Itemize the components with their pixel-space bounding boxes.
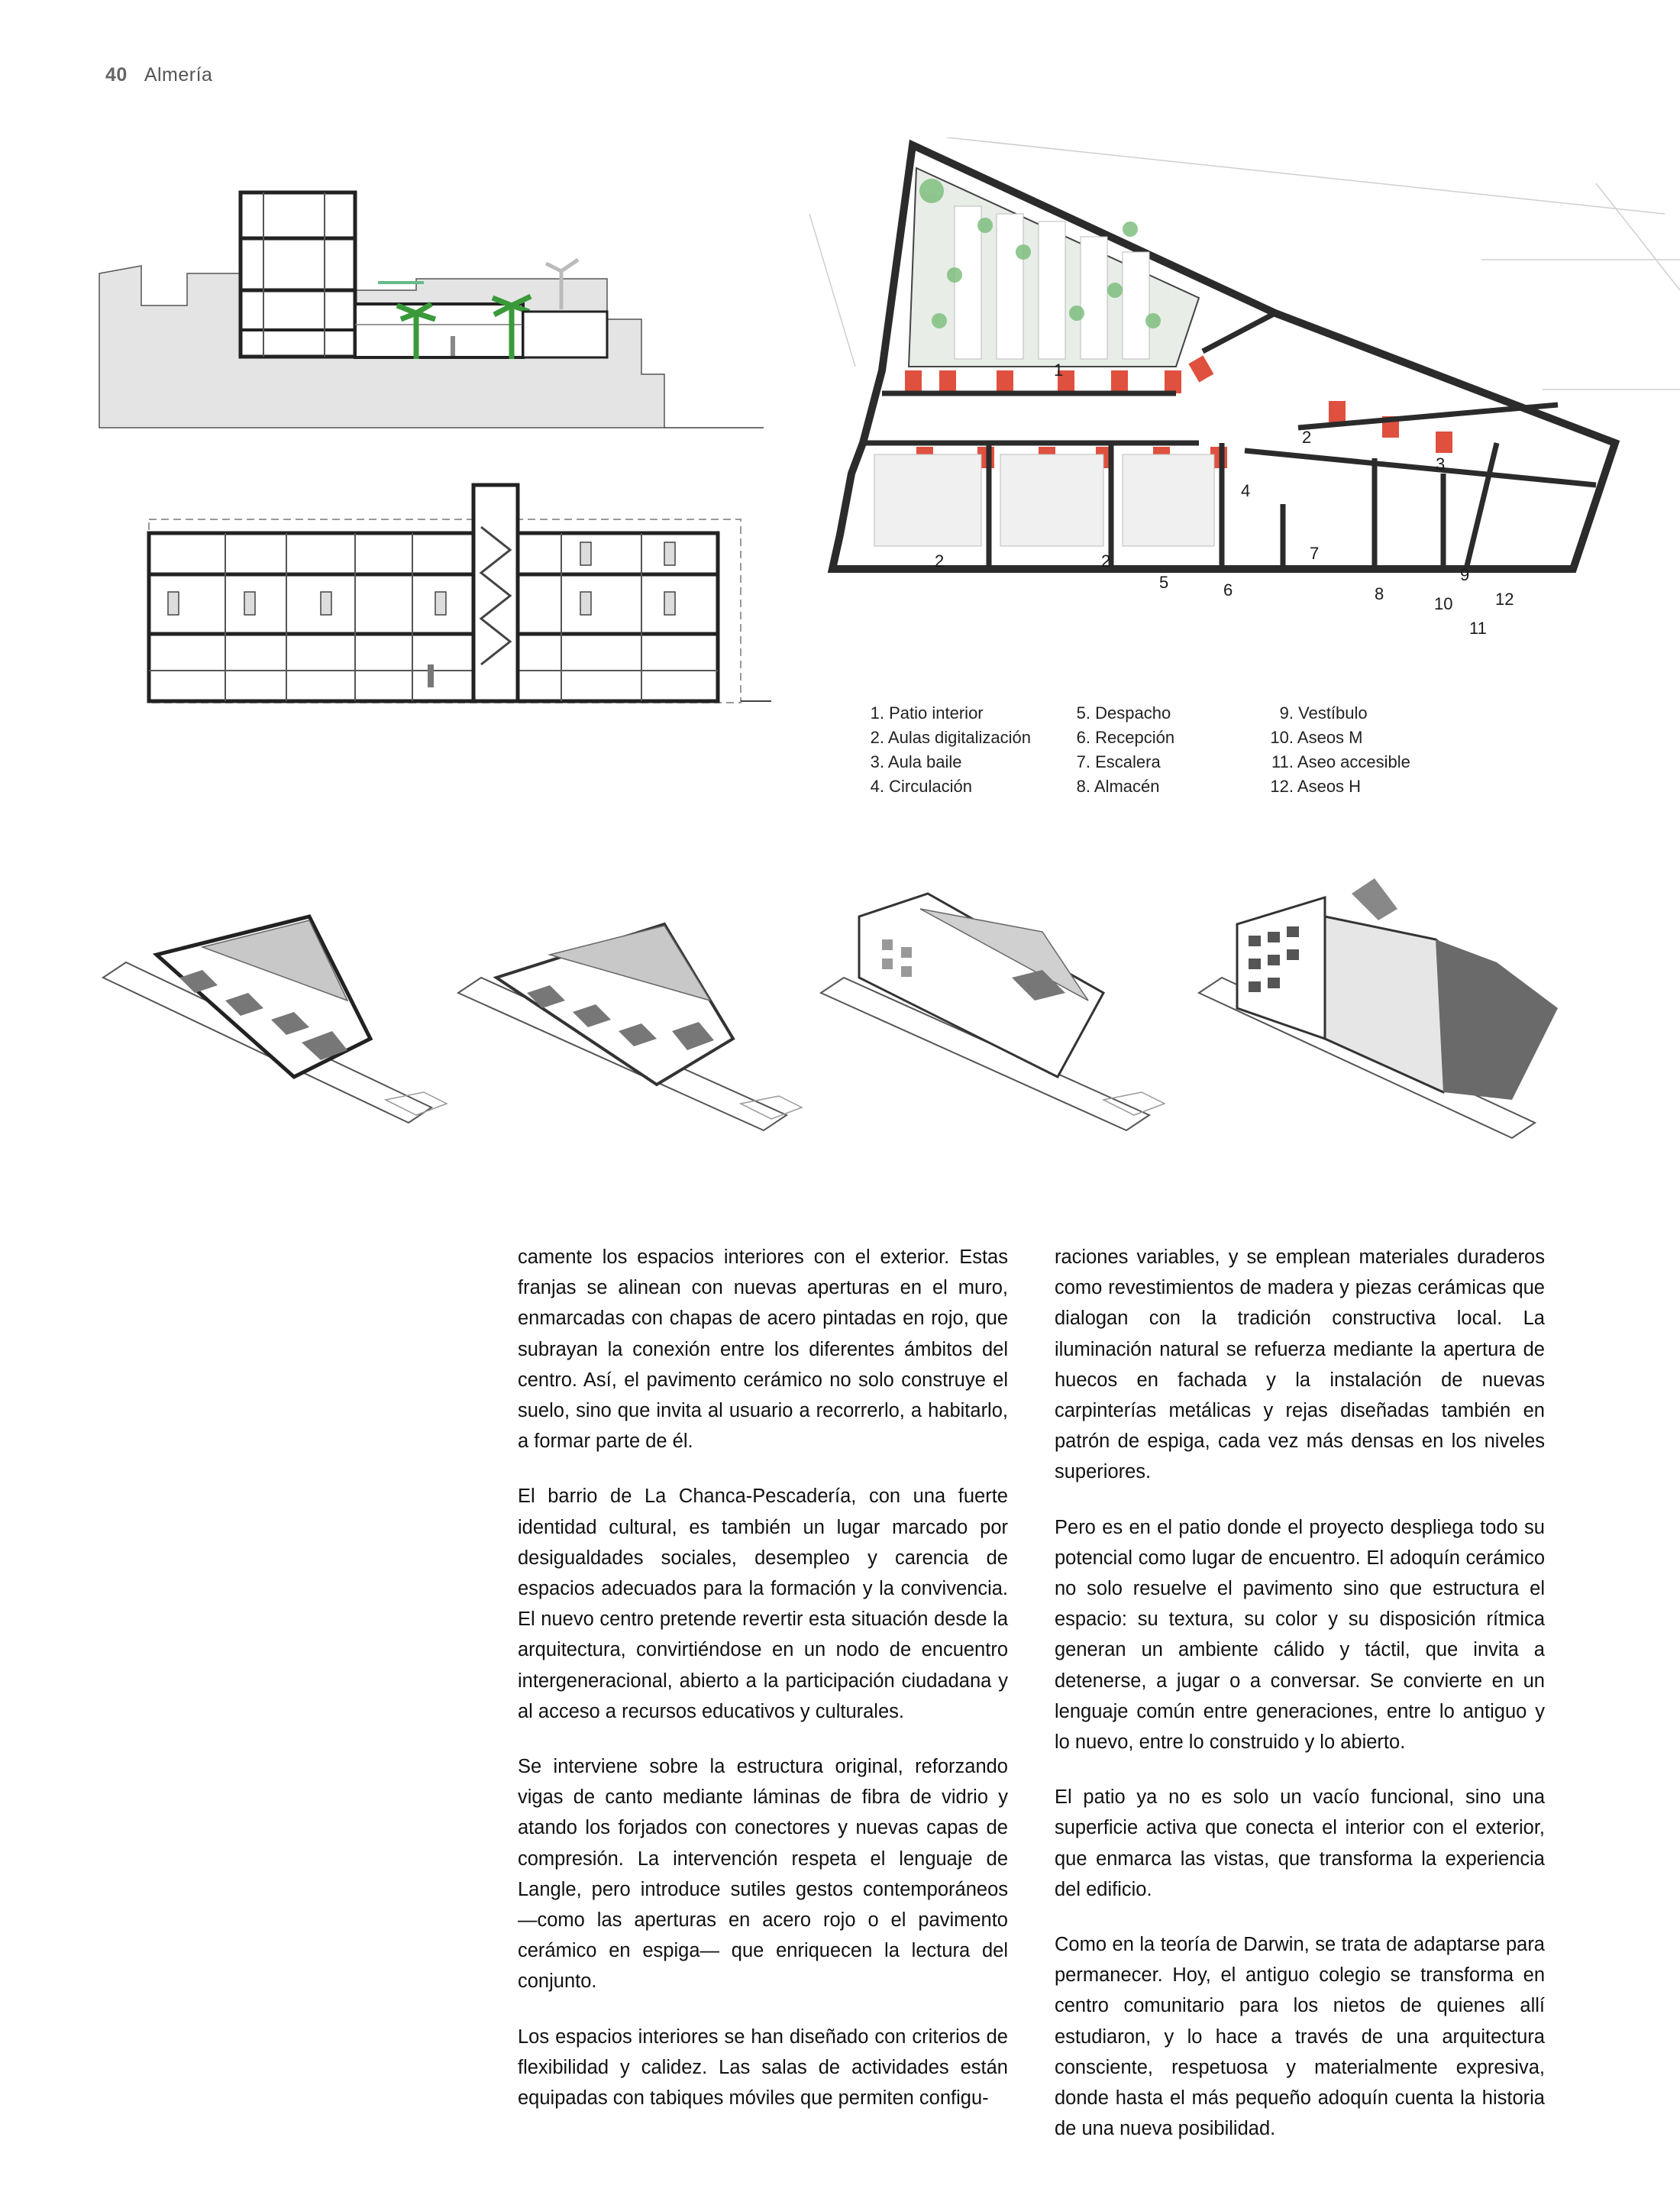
plan-label-4: 4 bbox=[1241, 481, 1251, 500]
paragraph: camente los espacios interiores con el exterior. Estas franjas se alinean con nuevas aperturas en el muro, enmarcadas con chapas de acero pintadas en rojo, que subrayan la conexión entre los diferentes ámbitos del centro. Así, el pavimento cerámico no solo construye el suelo, sino que invita al usuario a recorrerlo, a habitarlo, a formar parte de él. bbox=[518, 1246, 1008, 1453]
legend-item: 11. Aseo accesible bbox=[1271, 752, 1410, 771]
paragraph: raciones variables, y se emplean materiales duraderos como revestimientos de madera y piezas cerámicas que dialogan con la tradición constructiva local. La iluminación natural se refuerza mediante la apertura de huecos en fachada y la instalación de nuevas carpinterías metálicas y rejas diseñadas también en patrón de espiga, cada vez más densas en los niveles superiores. bbox=[1055, 1246, 1545, 1483]
plan-label-9: 9 bbox=[1460, 565, 1470, 584]
paragraph: Pero es en el patio donde el proyecto despliega todo su potencial como lugar de encuentro. El adoquín cerámico no solo resuelve el pavimento sino que estructura el espacio: su textura, su color y su disposición rítmica generan un ambiente cálido y táctil, que invita a detenerse, a jugar o a conversar. Se convierte en un lenguaje común entre generaciones, entre lo antiguo y lo nuevo, entre lo construido y lo abierto. bbox=[1055, 1516, 1545, 1754]
legend-item: 1. Patio interior bbox=[870, 703, 984, 723]
legend-item: 10. Aseos M bbox=[1270, 728, 1363, 747]
page-number: 40 bbox=[105, 64, 128, 86]
legend-item: 5. Despacho bbox=[1076, 703, 1171, 723]
legend-item: 3. Aula baile bbox=[870, 752, 962, 771]
plan-label-1: 1 bbox=[1054, 360, 1064, 380]
legend-item: 12. Aseos H bbox=[1270, 777, 1362, 796]
paragraph: Se interviene sobre la estructura original, reforzando vigas de canto mediante láminas de fibra de vidrio y atando los forjados con conectores y nuevas capas de compresión. La intervención respeta el lenguaje de Langle, pero introduce sutiles gestos contemporáneos —como las aperturas en acero rojo o el pavimento cerámico en espiga— que enriquecen la lectura del conjunto. bbox=[518, 1756, 1008, 1993]
body-column-left bbox=[518, 1242, 1008, 2138]
axonometric-4 bbox=[1191, 878, 1588, 1146]
plan-label-3: 3 bbox=[1436, 454, 1446, 474]
cross-section-drawing bbox=[95, 183, 767, 443]
legend-item: 8. Almacén bbox=[1076, 777, 1160, 796]
axonometric-3 bbox=[813, 886, 1180, 1138]
plan-label-6: 6 bbox=[1223, 580, 1233, 600]
body-column-right bbox=[1055, 1242, 1545, 2168]
longitudinal-section-drawing bbox=[92, 481, 771, 726]
section-title: Almería bbox=[144, 64, 213, 86]
plan-label-7: 7 bbox=[1310, 544, 1320, 563]
plan-label-12: 12 bbox=[1495, 590, 1514, 609]
plan-label-10: 10 bbox=[1434, 594, 1453, 613]
plan-label-8: 8 bbox=[1375, 584, 1384, 603]
paragraph: Como en la teoría de Darwin, se trata de adaptarse para permanecer. Hoy, el antiguo colegio se transforma en centro comunitario para los nietos de quienes allí estudiaron, y lo hace a través de una arquitectura consciente, respetuosa y materialmente expresiva, donde hasta el más pequeño adoquín cuenta la historia de una nueva posibilidad. bbox=[1055, 1934, 1545, 2140]
plan-label-11: 11 bbox=[1469, 619, 1487, 638]
paragraph: El barrio de La Chanca-Pescadería, con una fuerte identidad cultural, es también un lugar marcado por desigualdades sociales, desempleo y carencia de espacios adecuados para la formación y la convivencia. El nuevo centro pretende revertir esta situación desde la arquitectura, convirtiéndose en un nodo de encuentro intergeneracional, abierto a la participación ciudadana y al acceso a recursos educativos y culturales. bbox=[518, 1486, 1008, 1722]
plan-label-2a: 2 bbox=[1302, 428, 1312, 447]
paragraph: Los espacios interiores se han diseñado con criterios de flexibilidad y calidez. Las salas de actividades están equipadas con tabiques móviles que permiten configu- bbox=[518, 2025, 1008, 2110]
plan-legend-col-2 bbox=[1061, 701, 1260, 799]
floor-plan-drawing bbox=[794, 137, 1680, 703]
plan-label-2b: 2 bbox=[935, 551, 945, 571]
legend-item: 2. Aulas digitalización bbox=[870, 728, 1032, 747]
legend-item: 6. Recepción bbox=[1076, 728, 1175, 747]
page-header bbox=[105, 64, 212, 86]
legend-item: 7. Escalera bbox=[1076, 752, 1161, 771]
legend-item: 9. Vestíbulo bbox=[1279, 703, 1368, 723]
paragraph: El patio ya no es solo un vacío funcional, sino una superficie activa que conecta el interior con el exterior, que enmarca las vistas, que transforma la experiencia del edificio. bbox=[1055, 1786, 1545, 1900]
axonometric-2 bbox=[451, 909, 817, 1138]
plan-label-5: 5 bbox=[1159, 573, 1169, 592]
plan-label-2c: 2 bbox=[1101, 551, 1111, 571]
axonometric-1 bbox=[95, 909, 462, 1138]
plan-legend-col-1 bbox=[855, 701, 1061, 799]
plan-legend-col-3 bbox=[1260, 701, 1489, 799]
legend-item: 4. Circulación bbox=[870, 777, 972, 796]
